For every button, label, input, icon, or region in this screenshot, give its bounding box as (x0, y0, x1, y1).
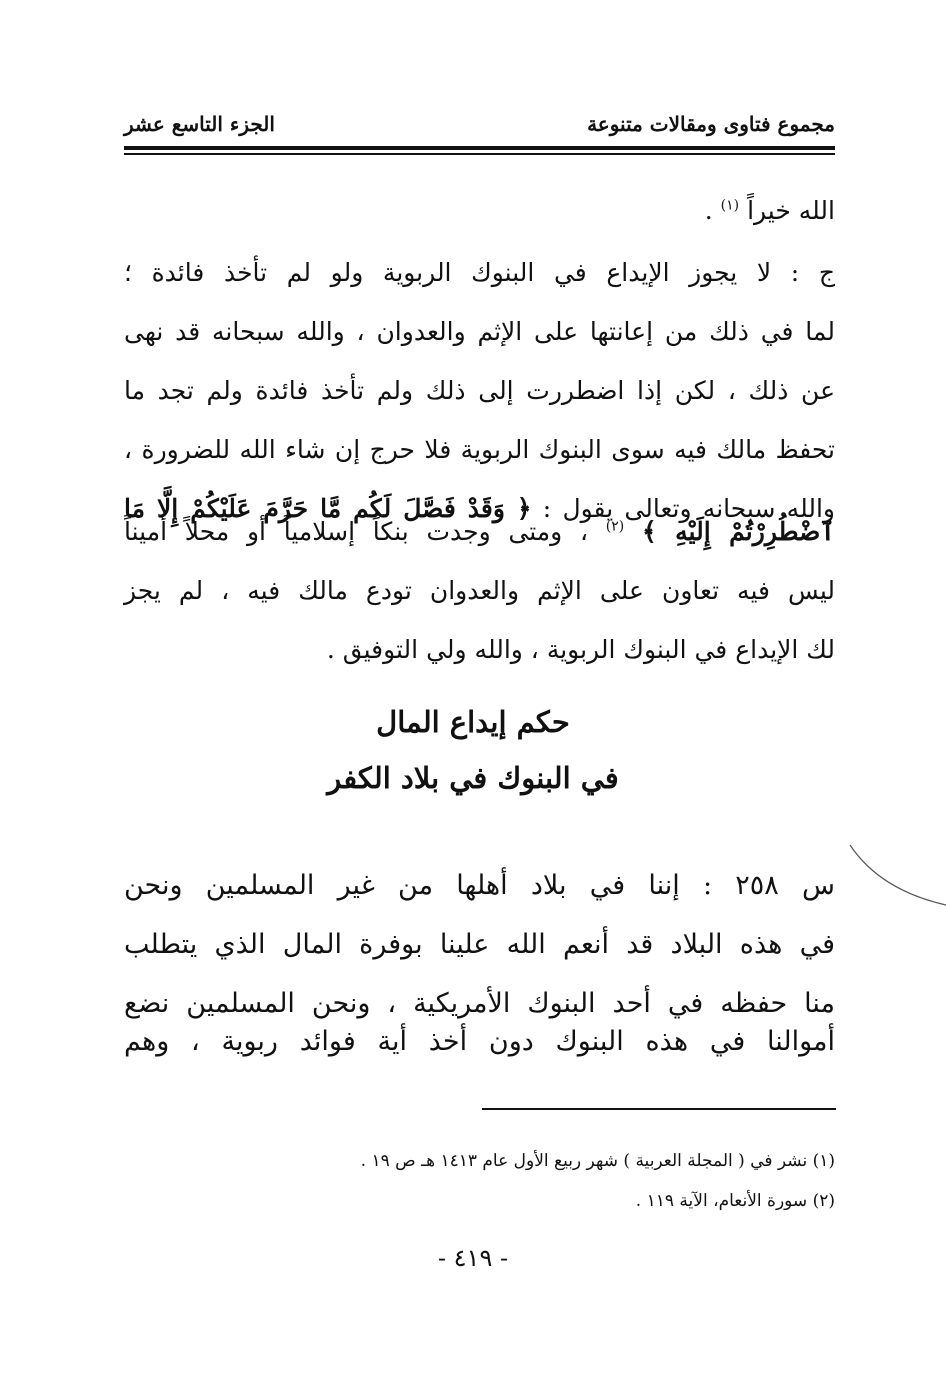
question-line-3: منا حفظه في أحد البنوك الأمريكية ، ونحن المسلمين نضع (124, 988, 835, 1019)
footnote-ref-2: (٢) (605, 518, 625, 535)
question-line-1: س ٢٥٨ : إننا في بلاد أهلها من غير المسلمين ونحن (124, 870, 835, 901)
footnote-1: (١) نشر في ( المجلة العربية ) شهر ربيع الأول عام ١٤١٣ هـ ص ١٩ . (360, 1151, 835, 1171)
answer-line-2: ج : لا يجوز الإيداع في البنوك الربوية ولو لم تأخذ فائدة ؛ (124, 258, 835, 287)
answer-line-8: ليس فيه تعاون على الإثم والعدوان تودع مالك فيه ، لم يجز (124, 576, 835, 605)
answer-line-1-end: . (704, 196, 713, 225)
question-line-4: أموالنا في هذه البنوك دون أخذ أية فوائد ربوية ، وهم (124, 1026, 835, 1057)
section-title-line-1: حكم إيداع المال (376, 705, 570, 739)
footnote-2: (٢) سورة الأنعام، الآية ١١٩ . (635, 1191, 835, 1211)
answer-line-3: لما في ذلك من إعانتها على الإثم والعدوان ، والله سبحانه قد نهى (124, 317, 835, 346)
quran-verse-part-2: ٱضْطُرِرْتُمْ إِلَيْهِ ﴾ (642, 517, 836, 546)
volume-label: الجزء التاسع عشر (124, 112, 275, 136)
answer-line-4: عن ذلك ، لكن إذا اضطررت إلى ذلك ولم تأخذ فائدة ولم تجد ما (124, 376, 835, 405)
page-number: - ٤١٩ - (437, 1244, 509, 1272)
book-title: مجموع فتاوى ومقالات متنوعة (587, 112, 835, 136)
answer-line-1-text: الله خيراً (747, 196, 835, 225)
section-title-line-2: في البنوك في بلاد الكفر (327, 761, 619, 795)
answer-line-6-text: والله سبحانه وتعالى يقول : (531, 494, 835, 523)
question-line-2: في هذه البلاد قد أنعم الله علينا بوفرة المال الذي يتطلب (124, 929, 835, 960)
answer-line-5: تحفظ مالك فيه سوى البنوك الربوية فلا حرج إن شاء الله للضرورة ، (124, 435, 835, 464)
quran-verse-part-1: ﴿ وَقَدْ فَصَّلَ لَكُم مَّا حَرَّمَ عَلَيْكُمْ إِلَّا مَا (124, 494, 532, 523)
footnote-ref-1: (١) (720, 197, 740, 214)
answer-line-7-text: ، ومتى وجدت بنكاً إسلامياً أو محلاً أميناً (124, 517, 589, 546)
answer-line-9: لك الإيداع في البنوك الربوية ، والله ولي التوفيق . (326, 635, 835, 664)
